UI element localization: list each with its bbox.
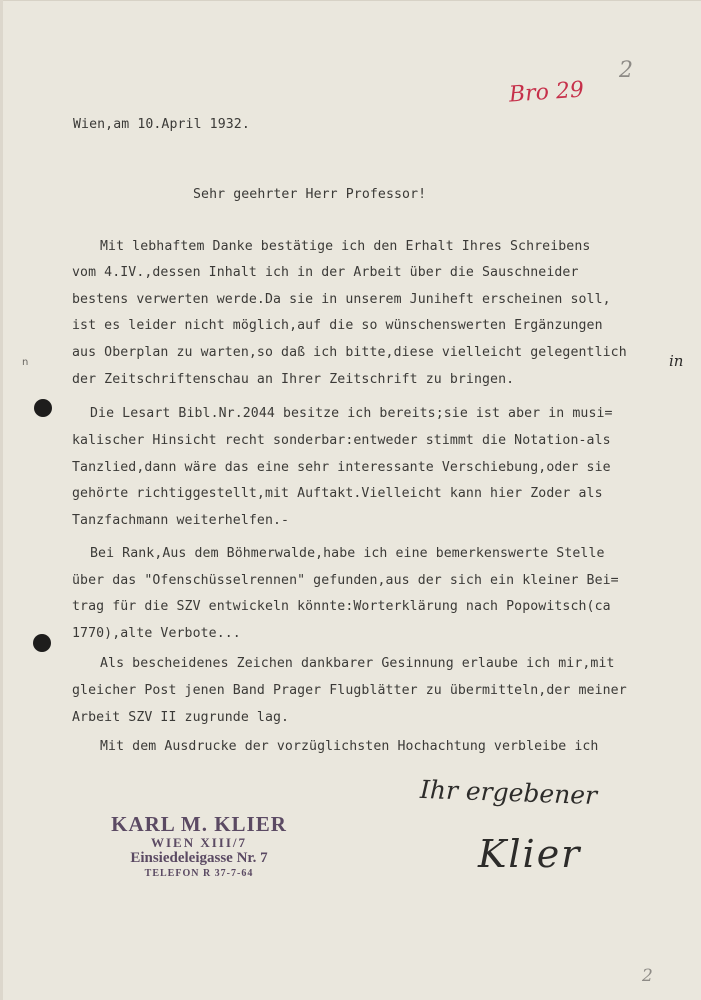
punch-hole-top [34, 399, 52, 417]
page-left-edge [0, 0, 3, 1000]
body-line-15: 1770),alte Verbote... [72, 626, 241, 641]
stamp-phone: TELEFON R 37-7-64 [144, 868, 254, 879]
body-line-2: vom 4.IV.,dessen Inhalt ich in der Arbeit über die Sauschneider [72, 265, 579, 280]
closing-handwritten: Ihr ergebener [419, 774, 598, 811]
margin-tick: n [22, 357, 29, 368]
body-line-4: ist es leider nicht möglich,auf die so wünschenswerten Ergänzungen [72, 318, 603, 333]
salutation: Sehr geehrter Herr Professor! [193, 187, 427, 202]
archive-number: Bro 29 [508, 77, 585, 108]
page-number-bottom: 2 [642, 966, 653, 986]
body-line-18: Arbeit SZV II zugrunde lag. [72, 710, 290, 725]
page-top-edge [0, 0, 701, 1]
body-line-11: Tanzfachmann weiterhelfen.- [72, 513, 290, 528]
body-line-5: aus Oberplan zu warten,so daß ich bitte,diese vielleicht gelegentlich [72, 345, 627, 360]
body-line-6: der Zeitschriftenschau an Ihrer Zeitschrift zu bringen. [72, 372, 515, 387]
punch-hole-bottom [33, 634, 51, 652]
body-line-19: Mit dem Ausdrucke der vorzüglichsten Hochachtung verbleibe ich [100, 739, 599, 754]
page-number-top: 2 [619, 58, 633, 83]
body-line-17: gleicher Post jenen Band Prager Flugblätter zu übermitteln,der meiner [72, 683, 627, 698]
body-line-7: Die Lesart Bibl.Nr.2044 besitze ich bereits;sie ist aber in musi= [90, 406, 613, 421]
body-line-8: kalischer Hinsicht recht sonderbar:entweder stimmt die Notation-als [72, 433, 611, 448]
stamp-name: KARL M. KLIER [111, 812, 287, 836]
body-line-13: über das "Ofenschüsselrennen" gefunden,aus der sich ein kleiner Bei= [72, 573, 619, 588]
stamp-street: Einsiedeleigasse Nr. 7 [130, 850, 268, 866]
body-line-9: Tanzlied,dann wäre das eine sehr interessante Verschiebung,oder sie [72, 460, 611, 475]
date-line: Wien,am 10.April 1932. [73, 117, 250, 132]
signature: Klier [478, 832, 582, 876]
address-stamp [104, 812, 294, 879]
stamp-city: WIEN XIII/7 [150, 835, 248, 850]
handwritten-insert: in [669, 352, 684, 370]
body-line-3: bestens verwerten werde.Da sie in unserem Juniheft erscheinen soll, [72, 292, 611, 307]
body-line-10: gehörte richtiggestellt,mit Auftakt.Vielleicht kann hier Zoder als [72, 486, 603, 501]
body-line-12: Bei Rank,Aus dem Böhmerwalde,habe ich eine bemerkenswerte Stelle [90, 546, 605, 561]
body-line-14: trag für die SZV entwickeln könnte:Worterklärung nach Popowitsch(ca [72, 599, 611, 614]
body-line-1: Mit lebhaftem Danke bestätige ich den Erhalt Ihres Schreibens [100, 239, 591, 254]
body-line-16: Als bescheidenes Zeichen dankbarer Gesinnung erlaube ich mir,mit [100, 656, 615, 671]
